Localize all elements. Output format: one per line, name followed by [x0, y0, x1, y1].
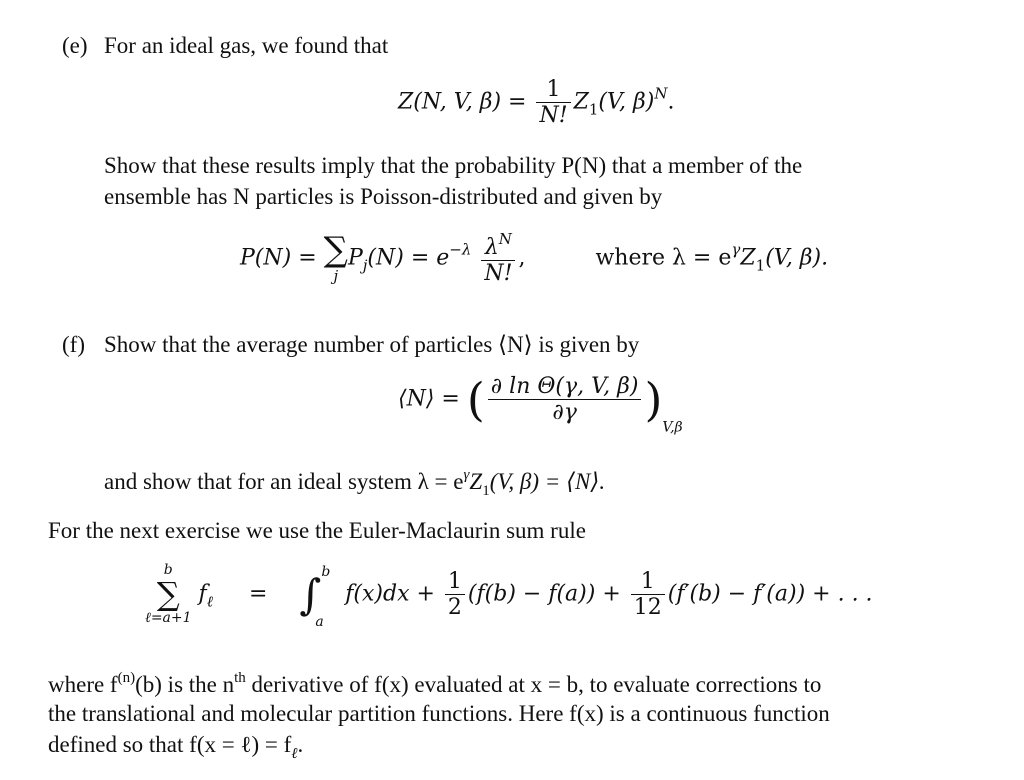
em-int-upper: b — [321, 564, 331, 580]
eq1-end: . — [667, 89, 675, 115]
em-integrand: f(x)dx + — [345, 581, 435, 607]
eqf-lhs: ⟨N⟩ = — [398, 386, 460, 412]
part-f-label: (f) — [62, 332, 85, 357]
eq1-sup: N — [654, 84, 668, 103]
equation-average-n — [398, 372, 683, 436]
em-sum-upper: b — [163, 562, 173, 578]
em-equals: = — [248, 581, 268, 607]
eq2-lhs: P(N) = — [240, 245, 317, 271]
em-sum-lower: ℓ=a+1 — [145, 610, 192, 626]
em-twelfth: $\frac{1}{12}$ — [631, 570, 665, 619]
eq2-mid: P — [347, 245, 363, 271]
eq1-lhs: Z(N, V, β) = — [398, 89, 527, 115]
eq2-where-sup: γ — [731, 240, 741, 259]
eq2-mid-sub: j — [362, 256, 368, 275]
equation-poisson — [240, 229, 829, 287]
closing-line2: the translational and molecular partition functions. Here f(x) is a continuous function — [48, 701, 830, 726]
right-paren: ) — [644, 372, 663, 427]
em-int-lower: a — [315, 614, 324, 630]
part-e-para-line2: ensemble has N particles is Poisson-distributed and given by — [104, 184, 663, 209]
em-half-term: (f(b) − f(a)) + — [467, 581, 621, 607]
eq2-exp: −λ — [449, 240, 472, 259]
eqf-num: ∂ ln Θ(γ, V, β) — [490, 374, 639, 399]
em-integral — [299, 564, 331, 630]
eq2-where-args: (V, β). — [765, 245, 829, 271]
eq2-comma: , — [518, 245, 526, 271]
em-term-sub: ℓ — [206, 592, 213, 611]
eq2-fraction — [481, 232, 515, 285]
em-term: f — [198, 581, 207, 607]
eq2-where: where λ = e — [595, 245, 732, 271]
sum-sign: ∑ — [323, 229, 348, 270]
eq1-den: N! — [539, 103, 568, 129]
part-f-intro: Show that the average number of particles ⟨N⟩ is given by — [104, 332, 640, 357]
left-paren: ( — [466, 372, 485, 427]
eq2-where-z: Z — [740, 245, 756, 271]
eq1-fraction — [536, 78, 570, 127]
closing-line1: where $f^{(n)}(b)$ is the $n^{th}$ derivative of f(x) evaluated at x = b, to evaluate corrections to — [48, 670, 822, 697]
part-f-closing: and show that for an ideal system $\lambda = e^\gamma Z_1(V$, β) = ⟨N⟩. — [104, 467, 606, 499]
eq2-sum — [323, 229, 348, 285]
eq1-rhs-sub: 1 — [588, 100, 599, 119]
eqf-sub: V,β — [662, 419, 683, 436]
em-sum — [145, 562, 192, 627]
em-twelfth-term: (f′(b) − f′(a)) + . . . — [667, 581, 873, 607]
eq1-rhs: Z — [573, 89, 589, 115]
equation-euler-maclaurin — [145, 562, 873, 630]
eq1-args: (V, β) — [598, 89, 655, 115]
em-sum-sign: ∑ — [156, 575, 180, 613]
integral-sign: ∫ — [299, 570, 322, 619]
eqf-fraction — [488, 375, 642, 424]
eqf-den: ∂γ — [552, 400, 577, 426]
part-e-para-line1: Show that these results imply that the probability P(N) that a member of the — [104, 153, 803, 178]
closing-line3: defined so that f(x = ℓ) = $f_\ell$. — [48, 732, 304, 762]
em-half: $\frac{1}{2}$ — [445, 570, 465, 619]
euler-intro: For the next exercise we use the Euler-Maclaurin sum rule — [48, 518, 586, 543]
eq2-num: $\lambda^N$ — [481, 232, 515, 261]
part-e-label: (e) — [62, 33, 88, 58]
eq2-sum-index: j — [333, 266, 339, 285]
eq1-num: 1 — [536, 78, 570, 103]
eq2-where-sub: 1 — [755, 256, 766, 275]
eq2-den: N! — [484, 261, 513, 287]
part-e-intro: For an ideal gas, we found that — [104, 33, 389, 58]
equation-partition-function — [398, 78, 674, 127]
eq2-mid-args: (N) = e — [367, 245, 450, 271]
